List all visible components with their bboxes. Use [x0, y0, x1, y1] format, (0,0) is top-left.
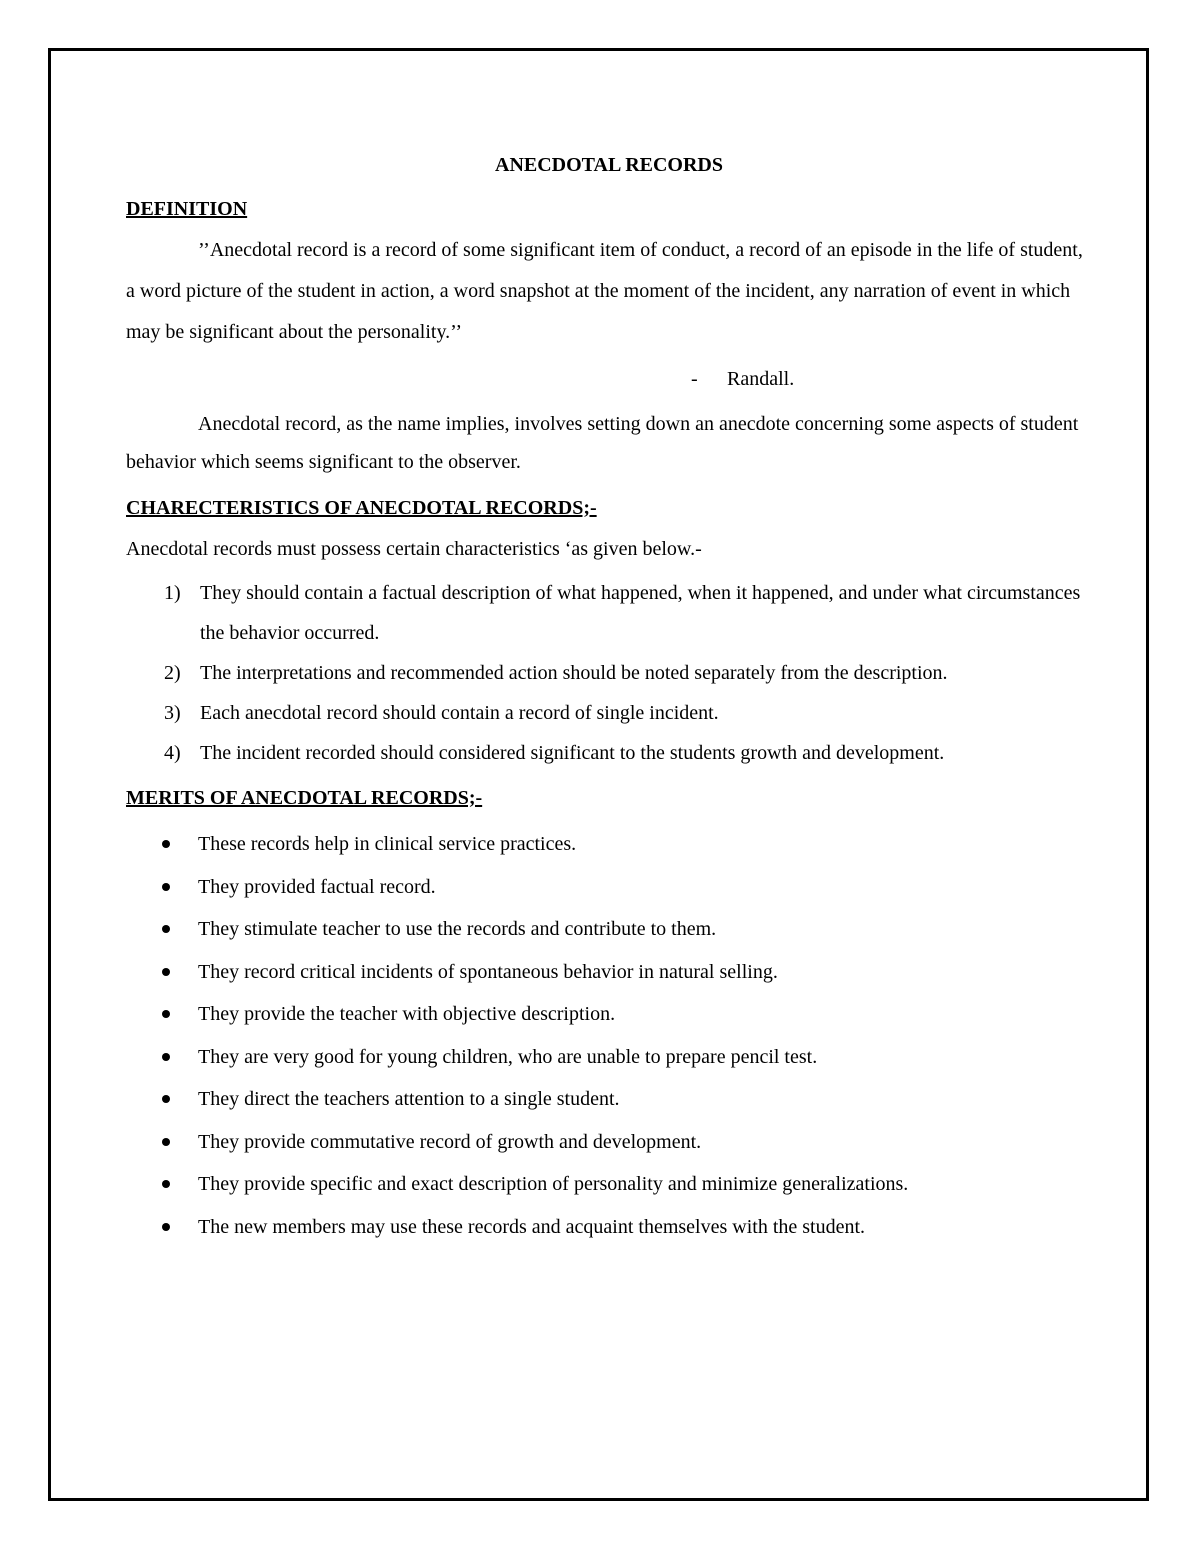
characteristics-intro: Anecdotal records must possess certain characteristics ‘as given below.- [126, 538, 702, 560]
list-item [126, 1163, 1086, 1206]
list-item [126, 653, 1086, 693]
characteristics-heading: CHARECTERISTICS OF ANECDOTAL RECORDS;- [126, 497, 597, 519]
list-item [126, 693, 1086, 733]
list-item [126, 951, 1086, 994]
bullet-icon [162, 883, 170, 891]
list-item-text: They provided factual record. [198, 875, 436, 898]
list-item-text: They provide the teacher with objective description. [198, 1003, 616, 1025]
bullet-icon [162, 1138, 170, 1146]
list-item-text: The new members may use these records and acquaint themselves with the student. [198, 1215, 866, 1238]
list-item [126, 573, 1086, 653]
list-item [126, 1078, 1086, 1121]
list-item-number: 4) [164, 742, 181, 764]
list-item [126, 1121, 1086, 1164]
document-title: ANECDOTAL RECORDS [495, 154, 723, 176]
bullet-icon [162, 1095, 170, 1103]
list-item-number: 2) [164, 662, 181, 684]
definition-quote: ’’Anecdotal record is a record of some significant item of conduct, a record of an episode in the life of student, a word picture of the student in action, a word snapshot at the moment of the incident, any narration of event in which may be significant about the personality.’’ [126, 239, 1083, 343]
bullet-icon [162, 1180, 170, 1188]
list-item [126, 993, 1086, 1036]
list-item [126, 733, 1086, 773]
list-item-text: These records help in clinical service practices. [198, 833, 577, 855]
list-item-text: They are very good for young children, who are unable to prepare pencil test. [198, 1045, 818, 1068]
bullet-icon [162, 1223, 170, 1231]
list-item-text: They provide commutative record of growth and development. [198, 1130, 702, 1153]
list-item-text: Each anecdotal record should contain a record of single incident. [200, 702, 719, 724]
list-item-number: 1) [164, 582, 181, 604]
bullet-icon [162, 840, 170, 848]
list-item-text: The incident recorded should considered significant to the students growth and development. [200, 742, 945, 764]
list-item [126, 1206, 1086, 1249]
list-item [126, 866, 1086, 909]
list-item-text: The interpretations and recommended action should be noted separately from the description. [200, 662, 948, 684]
list-item-text: They should contain a factual description of what happened, when it happened, and under what circumstances the behavior occurred. [200, 582, 1081, 644]
list-item-text: They stimulate teacher to use the records and contribute to them. [198, 918, 717, 940]
bullet-icon [162, 1010, 170, 1018]
bullet-icon [162, 968, 170, 976]
list-item [126, 823, 1086, 866]
attribution-dash: - [691, 368, 698, 390]
attribution-name: Randall. [727, 368, 795, 390]
characteristics-list [126, 573, 1086, 773]
quote-attribution [126, 359, 1086, 399]
bullet-icon [162, 1053, 170, 1061]
list-item [126, 908, 1086, 951]
merits-list [126, 823, 1086, 1248]
merits-heading: MERITS OF ANECDOTAL RECORDS;- [126, 787, 483, 809]
bullet-icon [162, 925, 170, 933]
list-item-text: They direct the teachers attention to a single student. [198, 1088, 620, 1110]
list-item-number: 3) [164, 702, 181, 724]
definition-heading: DEFINITION [126, 198, 248, 220]
definition-paragraph: Anecdotal record, as the name implies, involves setting down an anecdote concerning some aspects of student behavior which seems significant to the observer. [126, 413, 1079, 473]
list-item [126, 1036, 1086, 1079]
list-item-text: They record critical incidents of spontaneous behavior in natural selling. [198, 960, 778, 983]
list-item-text: They provide specific and exact description of personality and minimize generalizations. [198, 1173, 909, 1195]
document-body [126, 150, 1086, 1248]
